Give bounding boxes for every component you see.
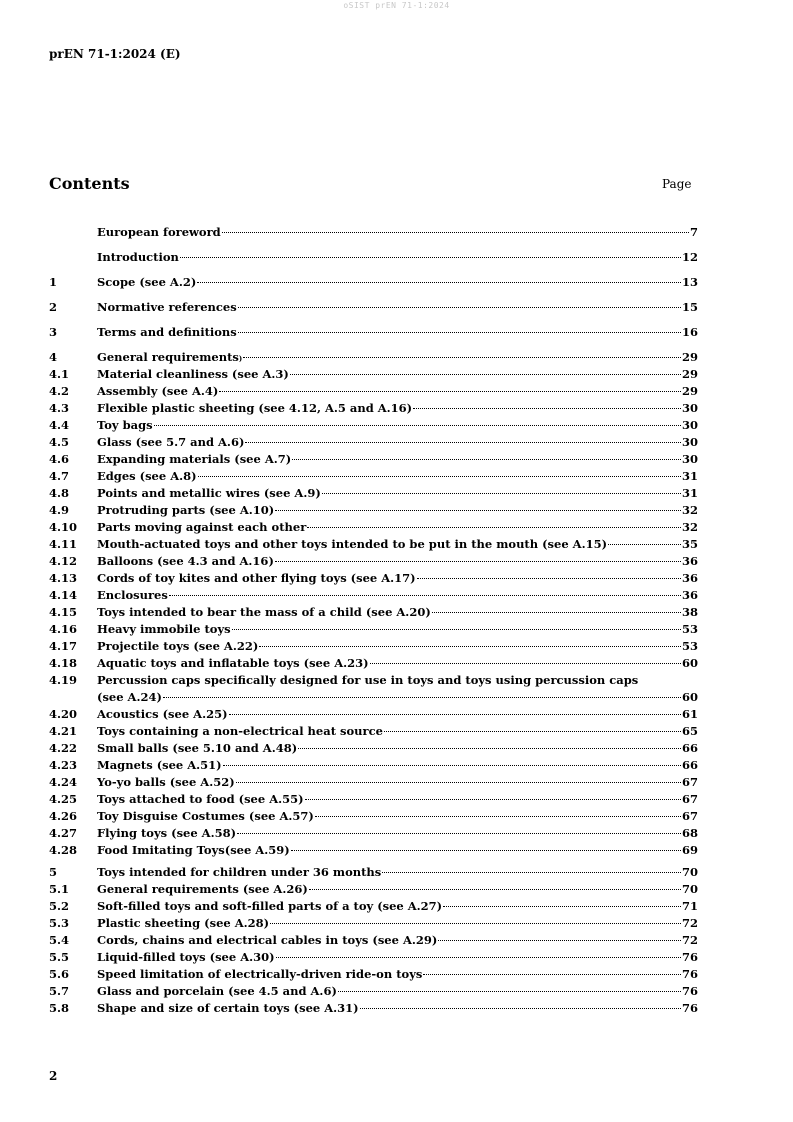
dot-leader [219,391,681,392]
toc-entry-title: Food Imitating Toys(see A.59) [97,843,290,857]
toc-entry-page: 60 [681,690,698,704]
toc-entry-page: 32 [681,503,698,517]
toc-entry-number: 4.17 [49,639,78,653]
toc-entry[interactable] [49,915,698,932]
toc-entry-title: Points and metallic wires (see A.9) [97,486,321,500]
toc-entry[interactable] [49,224,698,241]
toc-entry-page: 29 [681,384,698,398]
toc-entry-title: Glass (see 5.7 and A.6) [97,435,245,449]
dot-leader [259,646,681,647]
toc-entry-page: 66 [681,741,698,755]
toc-entry-page: 53 [681,639,698,653]
toc-entry[interactable] [49,966,698,983]
toc-entry-number: 4.25 [49,792,78,806]
dot-leader [417,578,681,579]
toc-entry[interactable] [49,881,698,898]
toc-entry-number: 4.4 [49,418,70,432]
dot-leader [307,527,681,528]
toc-entry-title: Introduction [97,250,179,264]
toc-entry[interactable] [49,587,698,604]
toc-entry-page: 67 [681,809,698,823]
toc-entry-page: 13 [681,275,698,289]
dot-leader [245,442,681,443]
dot-leader [309,889,681,890]
toc-entry-title: Aquatic toys and inflatable toys (see A.23) [97,656,369,670]
table-of-contents [49,224,698,1017]
toc-entry-page: 61 [681,707,698,721]
document-id: prEN 71-1:2024 (E) [49,47,181,61]
toc-entry-title: Toys intended to bear the mass of a child (see A.20) [97,605,431,619]
toc-entry-page: 7 [689,225,698,239]
toc-entry-title: Toys containing a non-electrical heat source [97,724,383,738]
toc-entry-title: Yo-yo balls (see A.52) [97,775,235,789]
toc-entry-title: Toy bags [97,418,153,432]
toc-entry-page: 31 [681,469,698,483]
toc-entry[interactable] [49,1000,698,1017]
toc-entry-page: 65 [681,724,698,738]
dot-leader [238,307,681,308]
toc-entry-page: 69 [681,843,698,857]
toc-entry-title: Soft-filled toys and soft-filled parts of a toy (see A.27) [97,899,443,913]
dot-leader [243,357,681,358]
dot-leader [222,232,689,233]
toc-entry-page: 53 [681,622,698,636]
toc-entry[interactable] [49,757,698,774]
toc-entry-number: 4.23 [49,758,78,772]
watermark: oSIST prEN 71-1:2024 [343,1,450,10]
toc-entry-number: 4.2 [49,384,70,398]
dot-leader [338,991,681,992]
toc-entry[interactable] [49,400,698,417]
toc-entry-number: 4.10 [49,520,78,534]
dot-leader [198,476,681,477]
toc-entry-title: Small balls (see 5.10 and A.48) [97,741,298,755]
toc-entry-number: 5.8 [49,1001,70,1015]
toc-entry-number: 5.2 [49,899,70,913]
toc-entry-number: 4.9 [49,503,70,517]
toc-entry[interactable] [49,621,698,638]
toc-entry[interactable] [49,468,698,485]
dot-leader [237,833,681,834]
dot-leader [238,332,681,333]
toc-entry[interactable] [49,570,698,587]
toc-entry[interactable] [49,825,698,842]
toc-entry-title: Assembly (see A.4) [97,384,219,398]
toc-entry-title: Cords of toy kites and other flying toys (see A.17) [97,571,416,585]
toc-entry-page: 29 [681,350,698,364]
toc-entry-page: 29 [681,367,698,381]
toc-entry[interactable] [49,898,698,915]
toc-entry[interactable] [49,274,698,291]
toc-entry-number: 4.21 [49,724,78,738]
toc-entry[interactable] [49,638,698,655]
dot-leader [322,493,681,494]
toc-entry-number: 5.7 [49,984,70,998]
toc-entry-number: 5.1 [49,882,70,896]
toc-entry-title: Acoustics (see A.25) [97,707,228,721]
toc-entry-page: 36 [681,588,698,602]
toc-entry-number: 5.3 [49,916,70,930]
dot-leader [163,697,681,698]
toc-entry-title: Flexible plastic sheeting (see 4.12, A.5 and A.16) [97,401,413,415]
dot-leader [236,782,681,783]
toc-entry-page: 36 [681,554,698,568]
toc-entry-number: 4.6 [49,452,70,466]
toc-entry[interactable] [49,983,698,1000]
toc-entry-title: Toy Disguise Costumes (see A.57) [97,809,314,823]
toc-entry-title: Liquid-filled toys (see A.30) [97,950,275,964]
toc-entry-page: 68 [681,826,698,840]
toc-entry-title: Edges (see A.8) [97,469,197,483]
toc-entry[interactable] [49,932,698,949]
dot-leader [438,940,681,941]
dot-leader [275,561,681,562]
toc-entry-title: General requirements (see A.26) [97,882,308,896]
dot-leader [315,816,681,817]
page-column-label: Page [662,177,692,191]
toc-entry-title: Expanding materials (see A.7) [97,452,292,466]
toc-entry-page: 76 [681,967,698,981]
toc-entry-title: Plastic sheeting (see A.28) [97,916,270,930]
toc-entry-title: European foreword [97,225,221,239]
toc-entry-title: Cords, chains and electrical cables in toys (see A.29) [97,933,438,947]
toc-entry-title: Toys intended for children under 36 months [97,865,382,879]
toc-entry-number: 4.22 [49,741,78,755]
toc-entry-page: 32 [681,520,698,534]
toc-entry[interactable] [49,366,698,383]
toc-entry-number: 4.26 [49,809,78,823]
toc-entry[interactable] [49,485,698,502]
toc-entry-title: Balloons (see 4.3 and A.16) [97,554,274,568]
toc-entry-page: 76 [681,1001,698,1015]
toc-entry-page: 12 [681,250,698,264]
toc-entry-title: Normative references [97,300,237,314]
toc-entry[interactable] [49,949,698,966]
toc-entry-page: 30 [681,435,698,449]
toc-entry-title: Material cleanliness (see A.3) [97,367,289,381]
toc-entry-title: Mouth-actuated toys and other toys intended to be put in the mouth (see A.15) [97,537,608,551]
toc-entry-title: Projectile toys (see A.22) [97,639,259,653]
dot-leader [298,748,681,749]
toc-entry-title: Protruding parts (see A.10) [97,503,275,517]
toc-entry-number: 2 [49,300,58,314]
toc-entry[interactable] [49,723,698,740]
toc-entry-page: 30 [681,418,698,432]
toc-entry-number: 4.16 [49,622,78,636]
toc-entry-number: 4.20 [49,707,78,721]
toc-entry[interactable] [49,740,698,757]
toc-entry[interactable] [49,434,698,451]
toc-entry[interactable] [49,451,698,468]
dot-leader [443,906,681,907]
toc-entry-number: 5.6 [49,967,70,981]
dot-leader [423,974,681,975]
toc-entry-number: 4.1 [49,367,70,381]
toc-entry-title: Toys attached to food (see A.55) [97,792,304,806]
toc-entry-title: Glass and porcelain (see 4.5 and A.6) [97,984,337,998]
toc-entry[interactable] [49,706,698,723]
toc-entry[interactable] [49,249,698,266]
toc-entry-page: 30 [681,401,698,415]
toc-entry-page: 67 [681,792,698,806]
toc-entry[interactable] [49,502,698,519]
toc-entry[interactable] [49,349,698,366]
toc-entry-number: 3 [49,325,58,339]
dot-leader [276,957,681,958]
dot-leader [180,257,681,258]
dot-leader [382,872,681,873]
toc-entry-page: 36 [681,571,698,585]
toc-entry-page: 70 [681,882,698,896]
toc-entry-number: 4.27 [49,826,78,840]
toc-entry[interactable] [49,519,698,536]
dot-leader [432,612,681,613]
dot-leader [292,459,681,460]
toc-entry[interactable] [49,864,698,881]
toc-entry-title: Parts moving against each other [97,520,307,534]
toc-entry-page: 30 [681,452,698,466]
toc-entry-page: 67 [681,775,698,789]
page-title: Contents [49,174,130,193]
toc-entry-title: Flying toys (see A.58) [97,826,237,840]
toc-entry-page: 15 [681,300,698,314]
toc-entry-page: 38 [681,605,698,619]
dot-leader [384,731,681,732]
dot-leader [291,850,681,851]
toc-entry-page: 35 [681,537,698,551]
toc-entry-number: 4.12 [49,554,78,568]
toc-entry-number: 4.28 [49,843,78,857]
toc-entry-page: 16 [681,325,698,339]
toc-entry-title: Enclosures [97,588,168,602]
toc-entry-number: 4.8 [49,486,70,500]
toc-entry[interactable] [49,553,698,570]
toc-entry[interactable] [49,417,698,434]
toc-entry-number: 5.5 [49,950,70,964]
toc-entry-number: 4.3 [49,401,70,415]
dot-leader [232,629,681,630]
toc-entry[interactable] [49,536,698,553]
dot-leader [413,408,681,409]
toc-entry-page: 76 [681,984,698,998]
toc-entry-title: Shape and size of certain toys (see A.31) [97,1001,359,1015]
toc-entry-title: General requirements [97,350,239,364]
toc-entry-number: 4.24 [49,775,78,789]
toc-entry-page: 72 [681,916,698,930]
toc-entry-number: 1 [49,275,58,289]
toc-entry[interactable] [49,655,698,672]
toc-entry[interactable] [49,604,698,621]
toc-entry-number: 5 [49,865,58,879]
toc-entry-number: 4.19 [49,673,78,687]
dot-leader [270,923,681,924]
dot-leader [290,374,681,375]
toc-entry-title: Percussion caps specifically designed for use in toys and toys using percussion caps [97,673,639,687]
page-number: 2 [49,1069,58,1083]
toc-entry-number: 4 [49,350,58,364]
toc-entry[interactable] [49,791,698,808]
toc-entry[interactable] [49,808,698,825]
toc-entry-page: 76 [681,950,698,964]
dot-leader [223,765,681,766]
dot-leader [229,714,681,715]
dot-leader [305,799,681,800]
toc-entry-number: 4.14 [49,588,78,602]
toc-entry-number: 4.11 [49,537,78,551]
dot-leader [197,282,681,283]
toc-entry-title: Magnets (see A.51) [97,758,222,772]
dot-leader [275,510,681,511]
toc-entry-number: 4.13 [49,571,78,585]
toc-entry-number: 4.15 [49,605,78,619]
dot-leader [608,544,681,545]
toc-entry-page: 66 [681,758,698,772]
dot-leader [370,663,681,664]
toc-entry-number: 4.7 [49,469,70,483]
dot-leader [360,1008,681,1009]
toc-entry[interactable] [49,383,698,400]
toc-entry-page: 70 [681,865,698,879]
dot-leader [169,595,681,596]
toc-entry-page: 71 [681,899,698,913]
dot-leader [154,425,681,426]
toc-entry-page: 60 [681,656,698,670]
toc-entry-number: 5.4 [49,933,70,947]
toc-entry[interactable] [49,299,698,316]
toc-entry[interactable] [49,672,698,706]
toc-entry[interactable] [49,774,698,791]
toc-entry-title: Speed limitation of electrically-driven ride-on toys [97,967,423,981]
toc-entry-page: 72 [681,933,698,947]
toc-entry-title: Terms and definitions [97,325,237,339]
toc-entry-number: 4.5 [49,435,70,449]
toc-entry-title-continued: (see A.24) [97,690,162,704]
toc-entry[interactable] [49,324,698,341]
toc-entry-number: 4.18 [49,656,78,670]
footnote-marker: ) [238,354,243,363]
toc-entry[interactable] [49,842,698,859]
toc-entry-title: Heavy immobile toys [97,622,231,636]
toc-entry-title: Scope (see A.2) [97,275,197,289]
toc-entry-page: 31 [681,486,698,500]
